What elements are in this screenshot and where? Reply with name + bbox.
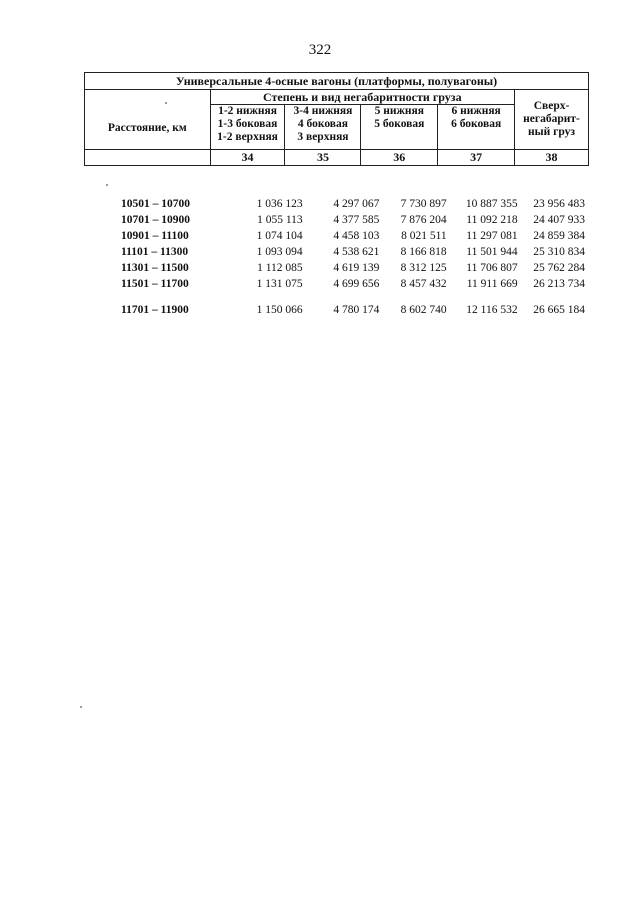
category-line: ный груз bbox=[528, 126, 575, 138]
distance-column-header: Расстояние, км bbox=[85, 90, 211, 150]
rate-cell: 1 074 104 bbox=[256, 230, 303, 242]
rate-cell: 8 457 432 bbox=[400, 278, 447, 290]
column-number: 35 bbox=[285, 150, 361, 166]
category-line: 5 нижняя bbox=[374, 105, 424, 117]
category-line: 6 боковая bbox=[451, 118, 502, 130]
rate-cell: 8 602 740 bbox=[400, 304, 447, 316]
rate-cell: 11 501 944 bbox=[466, 246, 518, 258]
distance-range: 10901 – 11100 bbox=[121, 230, 189, 242]
column-number: 34 bbox=[210, 150, 285, 166]
distance-range: 10701 – 10900 bbox=[121, 214, 190, 226]
distance-range: 11301 – 11500 bbox=[121, 262, 189, 274]
rate-cell: 4 458 103 bbox=[333, 230, 380, 242]
rate-cell: 25 310 834 bbox=[533, 246, 585, 258]
rate-cell: 4 619 139 bbox=[333, 262, 380, 274]
column-number: 38 bbox=[515, 150, 589, 166]
rate-cell: 8 021 511 bbox=[401, 230, 447, 242]
category-header-3 bbox=[361, 105, 438, 150]
table-row bbox=[84, 196, 589, 212]
category-line: 4 боковая bbox=[297, 118, 348, 130]
table-subtitle: Степень и вид негабаритности груза bbox=[210, 90, 514, 105]
column-number: 36 bbox=[361, 150, 438, 166]
distance-range: 11101 – 11300 bbox=[121, 246, 189, 258]
distance-range: 11701 – 11900 bbox=[121, 304, 189, 316]
rate-cell: 24 407 933 bbox=[533, 214, 585, 226]
rate-cell: 7 876 204 bbox=[400, 214, 447, 226]
page-number: 322 bbox=[308, 42, 332, 58]
scan-speck bbox=[165, 102, 167, 104]
category-line: 1-3 боковая bbox=[217, 118, 278, 130]
rate-cell: 11 092 218 bbox=[466, 214, 518, 226]
table-row bbox=[84, 260, 589, 276]
rate-cell: 1 112 085 bbox=[257, 262, 303, 274]
rate-cell: 11 706 807 bbox=[466, 262, 518, 274]
rate-cell: 8 166 818 bbox=[400, 246, 447, 258]
table-row bbox=[84, 276, 589, 292]
rate-cell: 1 036 123 bbox=[256, 198, 303, 210]
column-number-blank bbox=[85, 150, 211, 166]
rate-cell: 25 762 284 bbox=[533, 262, 585, 274]
tariff-table-body bbox=[84, 196, 589, 318]
category-line: Сверх- bbox=[533, 100, 570, 112]
rate-cell: 7 730 897 bbox=[400, 198, 447, 210]
category-line: 6 нижняя bbox=[451, 105, 501, 117]
category-line: 1-2 верхняя bbox=[217, 131, 278, 143]
distance-range: 10501 – 10700 bbox=[121, 198, 190, 210]
category-header-4 bbox=[438, 105, 515, 150]
table-row bbox=[84, 212, 589, 228]
rate-cell: 8 312 125 bbox=[400, 262, 447, 274]
rate-cell: 4 297 067 bbox=[333, 198, 380, 210]
rate-cell: 4 377 585 bbox=[333, 214, 380, 226]
rate-cell: 4 538 621 bbox=[333, 246, 380, 258]
distance-range: 11501 – 11700 bbox=[121, 278, 189, 290]
category-line: 1-2 нижняя bbox=[218, 105, 277, 117]
category-line: 5 боковая bbox=[374, 118, 425, 130]
rate-cell: 4 699 656 bbox=[333, 278, 380, 290]
rate-cell: 4 780 174 bbox=[333, 304, 380, 316]
rate-cell: 11 297 081 bbox=[466, 230, 518, 242]
category-header-over-gauge bbox=[515, 90, 589, 150]
category-header-2 bbox=[285, 105, 361, 150]
rate-cell: 1 150 066 bbox=[256, 304, 303, 316]
table-row bbox=[84, 228, 589, 244]
category-line: 3 верхняя bbox=[297, 131, 349, 143]
category-line: негабарит- bbox=[523, 113, 580, 125]
table-title: Универсальные 4-осные вагоны (платформы, полувагоны) bbox=[85, 73, 589, 90]
category-line: 3-4 нижняя bbox=[293, 105, 353, 117]
rate-cell: 10 887 355 bbox=[465, 198, 518, 210]
scan-speck bbox=[106, 184, 108, 186]
scan-speck bbox=[80, 706, 82, 708]
rate-cell: 26 213 734 bbox=[533, 278, 585, 290]
rate-cell: 11 911 669 bbox=[466, 278, 518, 290]
rate-cell: 24 859 384 bbox=[533, 230, 585, 242]
tariff-table-header bbox=[84, 72, 589, 166]
rate-cell: 23 956 483 bbox=[533, 198, 585, 210]
rate-cell: 12 116 532 bbox=[466, 304, 518, 316]
table-row bbox=[84, 302, 589, 318]
category-header-1 bbox=[210, 105, 285, 150]
rate-cell: 26 665 184 bbox=[533, 304, 585, 316]
table-row bbox=[84, 244, 589, 260]
rate-cell: 1 093 094 bbox=[256, 246, 303, 258]
rate-cell: 1 131 075 bbox=[256, 278, 303, 290]
rate-cell: 1 055 113 bbox=[257, 214, 303, 226]
column-number: 37 bbox=[438, 150, 515, 166]
